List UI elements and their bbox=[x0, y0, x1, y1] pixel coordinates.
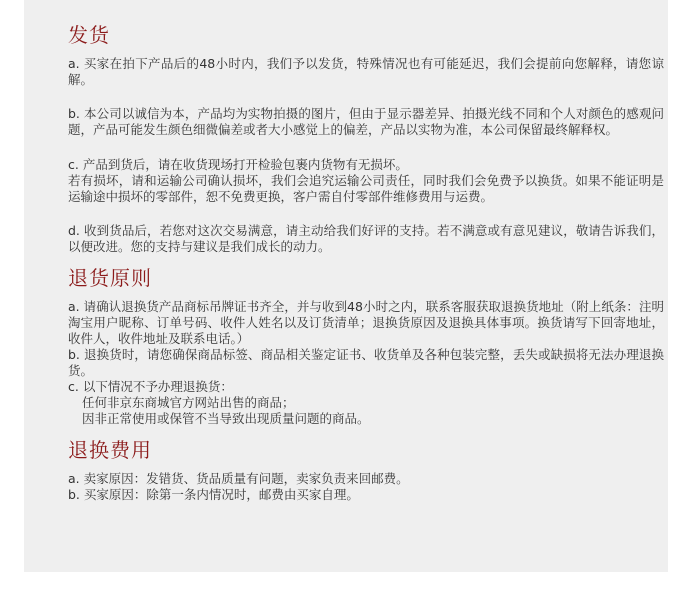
shipping-item-c: c. 产品到货后，请在收货现场打开检验包裹内货物有无损坏。 若有损坏，请和运输公司确认损坏，我们会追究运输公司责任，同时我们会免费予以换货。如果不能证明是运输途中损坏的零部件，恕不免费更换，客户需自付零部件维修费用与运费。 bbox=[68, 157, 664, 204]
policy-panel bbox=[24, 0, 668, 572]
returns-policy-heading: 退货原则 bbox=[68, 266, 152, 290]
returns-exclusion-item: 因非正常使用或保管不当导致出现质量问题的商品。 bbox=[82, 411, 370, 426]
fees-item-b: b. 买家原因：除第一条内情况时，邮费由买家自理。 bbox=[68, 487, 359, 502]
shipping-item-a: a. 买家在拍下产品后的48小时内，我们予以发货，特殊情况也有可能延迟，我们会提前向您解释，请您谅解。 bbox=[68, 56, 664, 87]
returns-exclusion-item: 任何非京东商城官方网站出售的商品； bbox=[82, 395, 295, 410]
returns-item-c: c. 以下情况不予办理退换货： bbox=[68, 379, 233, 394]
shipping-item-d: d. 收到货品后，若您对这次交易满意，请主动给我们好评的支持。若不满意或有意见建议，敬请告诉我们，以便改进。您的支持与建议是我们成长的动力。 bbox=[68, 223, 664, 254]
fees-item-a: a. 卖家原因：发错货、货品质量有问题，卖家负责来回邮费。 bbox=[68, 471, 409, 486]
shipping-heading: 发货 bbox=[68, 23, 110, 47]
policy-content bbox=[68, 18, 664, 503]
return-fees-heading: 退换费用 bbox=[68, 438, 152, 462]
shipping-item-b: b. 本公司以诚信为本，产品均为实物拍摄的图片，但由于显示器差异、拍摄光线不同和个人对颜色的感观问题，产品可能发生颜色细微偏差或者大小感觉上的偏差，产品以实物为准，本公司保留最终解释权。 bbox=[68, 106, 664, 137]
returns-item-a: a. 请确认退换货产品商标吊牌证书齐全，并与收到48小时之内，联系客服获取退换货地址（附上纸条：注明淘宝用户昵称、订单号码、收件人姓名以及订货清单；退换货原因及退换具体事项。换货请写下回寄地址，收件人，收件地址及联系电话。） bbox=[68, 299, 664, 346]
returns-item-b: b. 退换货时，请您确保商品标签、商品相关鉴定证书、收货单及各种包装完整，丢失或缺损将无法办理退换货。 bbox=[68, 347, 664, 378]
